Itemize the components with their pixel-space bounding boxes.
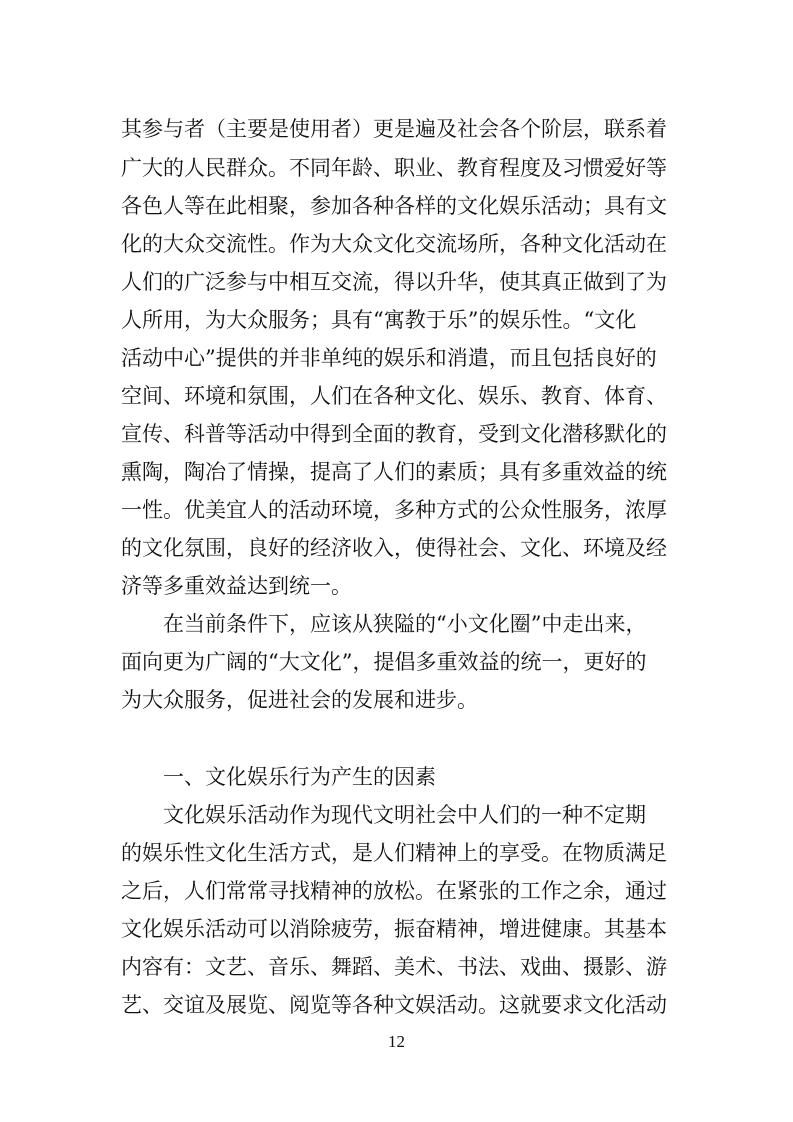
text-line: 空间、环境和氛围，人们在各种文化、娱乐、教育、体育、 bbox=[121, 384, 667, 408]
text-line: 活动中心”提供的并非单纯的娱乐和消遣，而且包括良好的 bbox=[121, 346, 657, 370]
text-line: 宣传、科普等活动中得到全面的教育，受到文化潜移默化的 bbox=[121, 422, 667, 446]
text-line: 化的大众交流性。作为大众文化交流场所，各种文化活动在 bbox=[121, 232, 667, 256]
text-line: 其参与者（主要是使用者）更是遍及社会各个阶层，联系着 bbox=[121, 117, 667, 141]
text-line: 人所用，为大众服务；具有“寓教于乐”的娱乐性。“文化 bbox=[121, 308, 637, 332]
text-line: 艺、交谊及展览、阅览等各种文娱活动。这就要求文化活动 bbox=[121, 993, 667, 1017]
text-line: 各色人等在此相聚，参加各种各样的文化娱乐活动；具有文 bbox=[121, 194, 667, 218]
paragraph-first-line: 在当前条件下，应该从狭隘的“小文化圈”中走出来， bbox=[121, 612, 647, 636]
text-line: 一性。优美宜人的活动环境，多种方式的公众性服务，浓厚 bbox=[121, 498, 667, 522]
paragraph-first-line: 文化娱乐活动作为现代文明社会中人们的一种不定期 bbox=[121, 803, 646, 827]
text-line: 的娱乐性文化生活方式，是人们精神上的享受。在物质满足 bbox=[121, 841, 667, 865]
text-line: 面向更为广阔的“大文化”，提倡多重效益的统一，更好的 bbox=[121, 650, 647, 674]
text-line: 之后，人们常常寻找精神的放松。在紧张的工作之余，通过 bbox=[121, 879, 667, 903]
text-line: 文化娱乐活动可以消除疲劳，振奋精神，增进健康。其基本 bbox=[121, 917, 667, 941]
text-line: 内容有：文艺、音乐、舞蹈、美术、书法、戏曲、摄影、游 bbox=[121, 955, 667, 979]
text-line: 熏陶，陶冶了情操，提高了人们的素质；具有多重效益的统 bbox=[121, 460, 667, 484]
section-heading: 一、文化娱乐行为产生的因素 bbox=[121, 765, 436, 789]
page-number: 12 bbox=[388, 1032, 405, 1051]
text-line: 济等多重效益达到统一。 bbox=[121, 574, 352, 598]
text-line: 的文化氛围，良好的经济收入，使得社会、文化、环境及经 bbox=[121, 536, 667, 560]
text-line: 人们的广泛参与中相互交流，得以升华，使其真正做到了为 bbox=[121, 270, 667, 294]
text-line: 广大的人民群众。不同年龄、职业、教育程度及习惯爱好等 bbox=[121, 156, 667, 180]
text-line: 为大众服务，促进社会的发展和进步。 bbox=[121, 688, 478, 712]
